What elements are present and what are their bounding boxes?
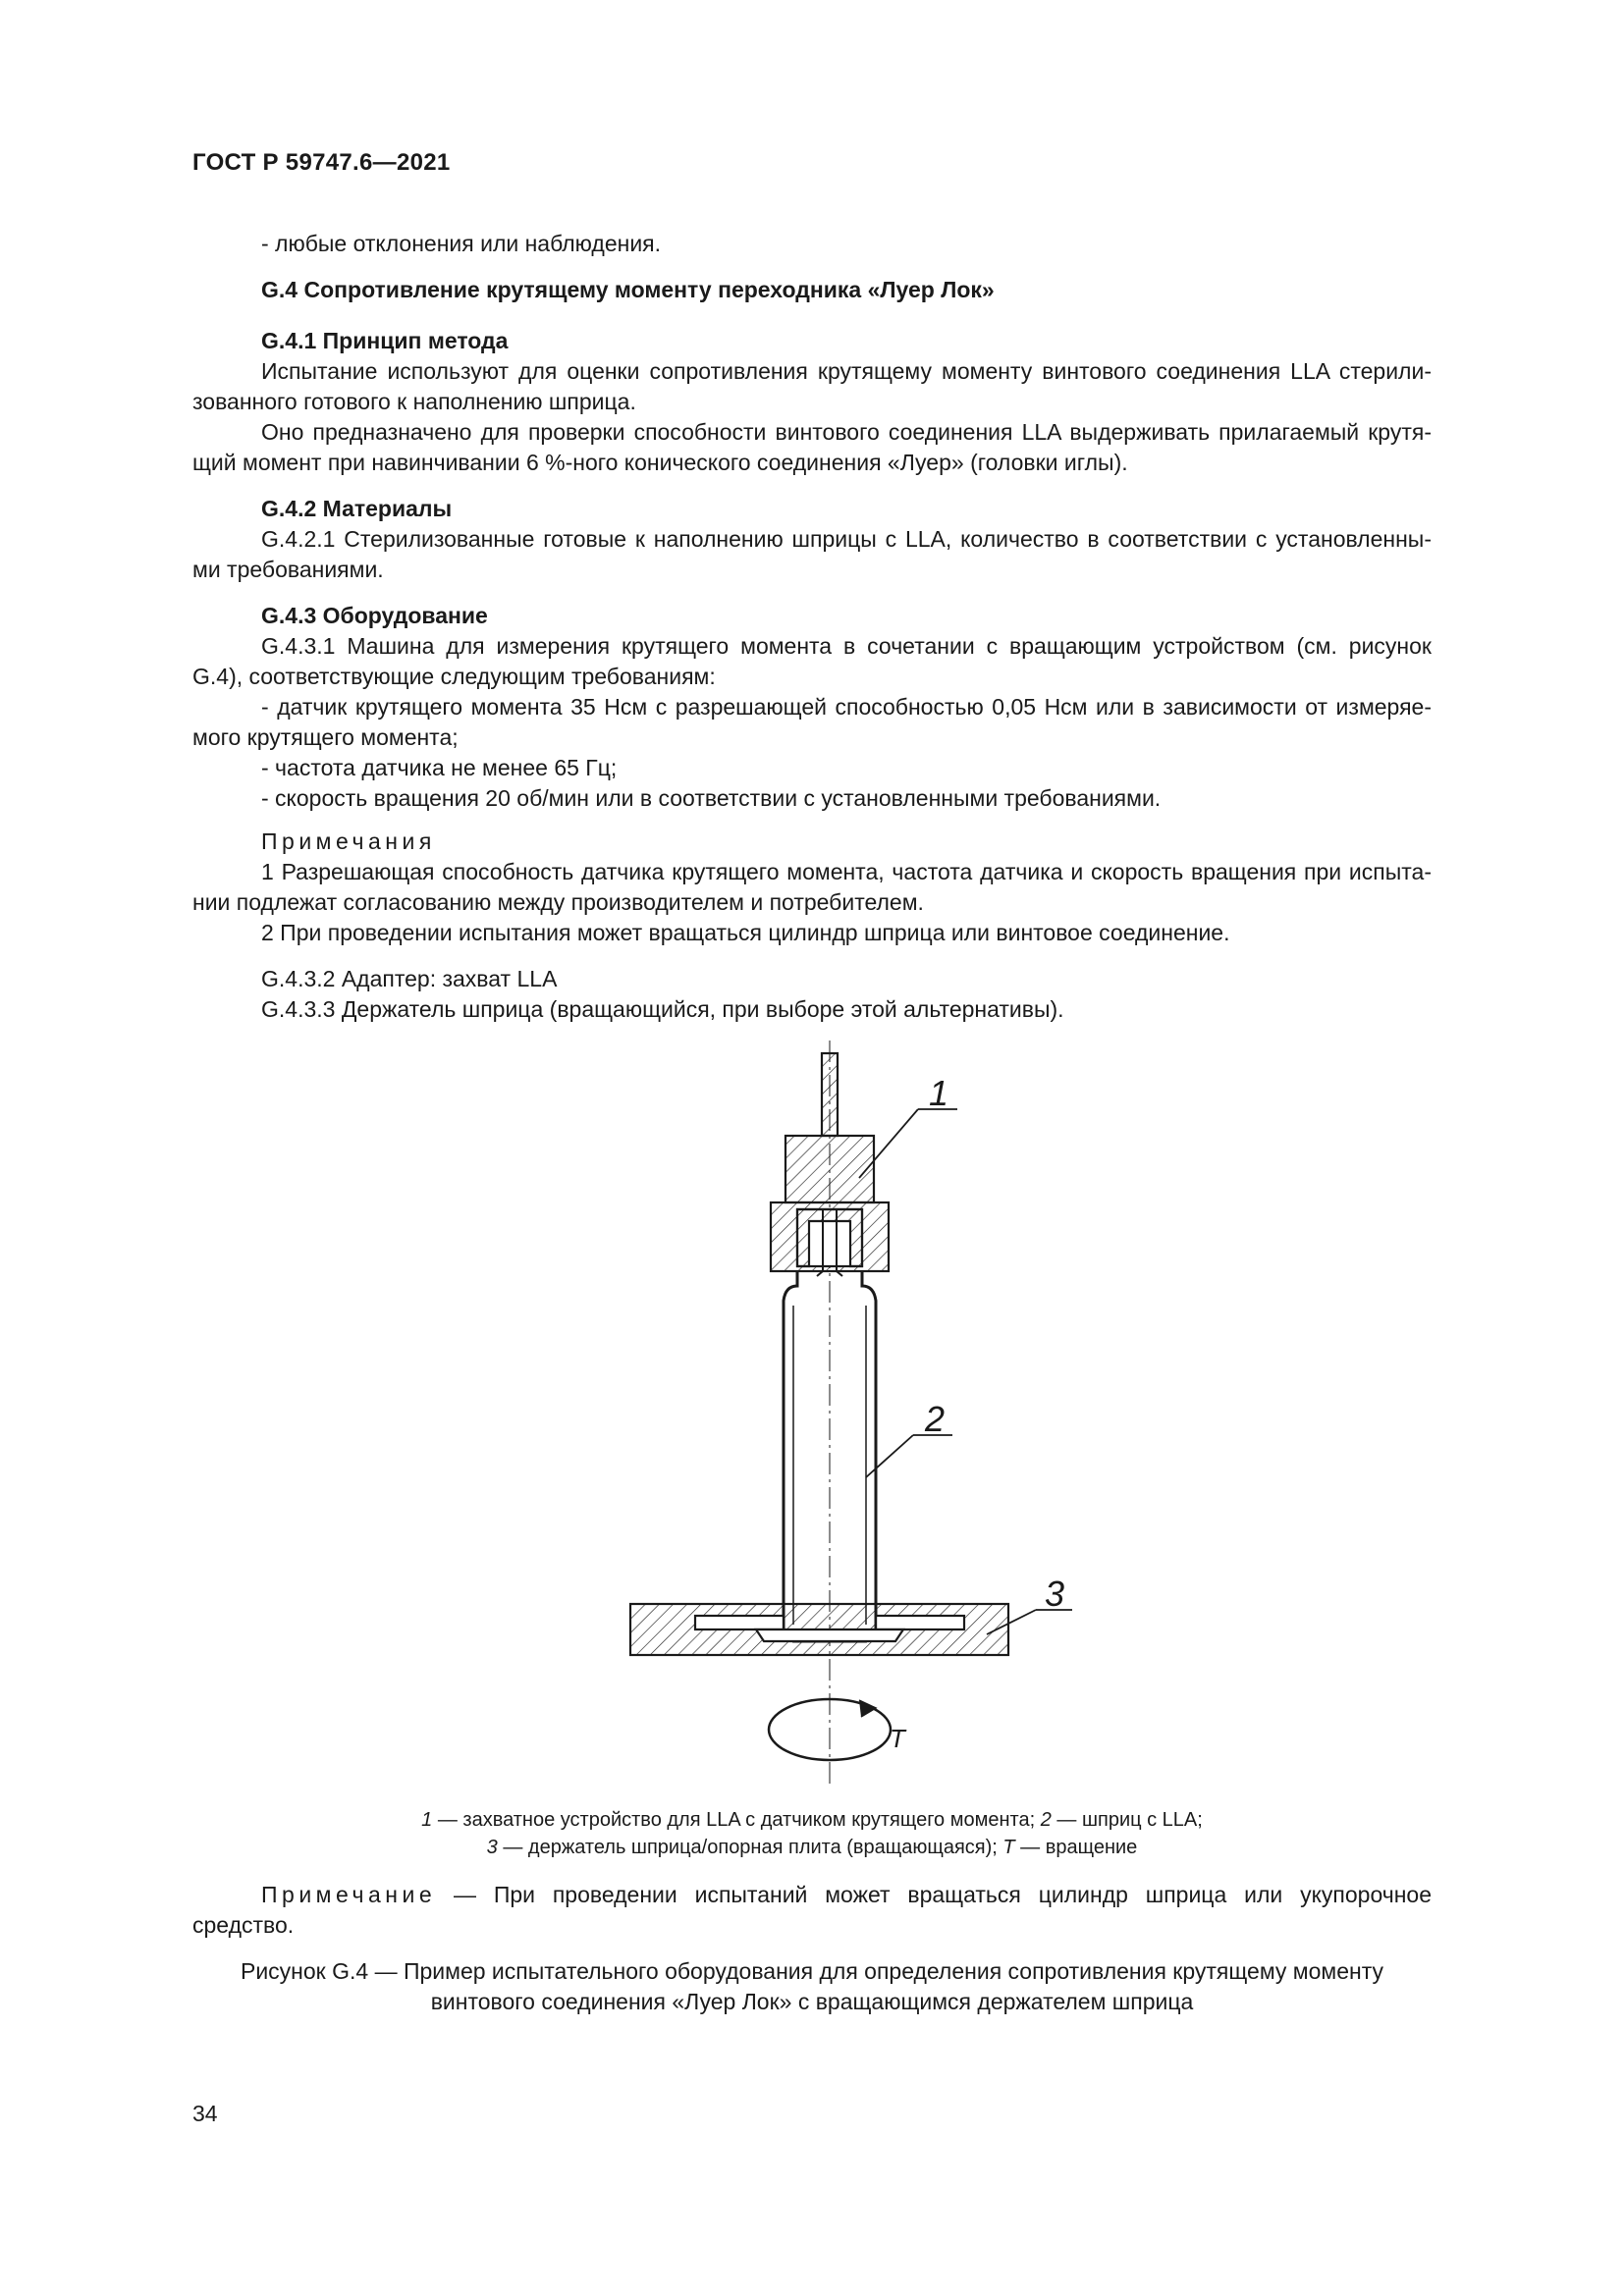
paragraph-line: G.4), соответствующие следующим требованиям: — [192, 664, 716, 689]
figure-note-label: Примечание — [261, 1882, 437, 1907]
list-item: - датчик крутящего момента 35 Нсм с разрешающей способностью 0,05 Нсм или в зависимости от измеряе- — [261, 694, 1432, 720]
list-item: мого крутящего момента; — [192, 724, 459, 750]
figure-note-line: средство. — [192, 1912, 295, 1938]
legend-key: T — [1002, 1837, 1015, 1858]
figure-caption: Рисунок G.4 — Пример испытательного оборудования для определения сопротивления крутящему моменту — [240, 1958, 1383, 1984]
figure-note-text: — При проведении испытаний может вращаться цилиндр шприца или укупорочное — [436, 1882, 1432, 1907]
section-heading-g43: G.4.3 Оборудование — [261, 603, 488, 628]
figure-legend-line-1 — [0, 1806, 1624, 1834]
paragraph-line: G.4.3.2 Адаптер: захват LLA — [261, 966, 558, 991]
legend-text: — вращение — [1014, 1837, 1138, 1858]
section-heading-g42: G.4.2 Материалы — [261, 496, 453, 521]
paragraph-line: Оно предназначено для проверки способности винтового соединения LLA выдерживать прилагаемый крутя- — [261, 419, 1432, 445]
list-item: - частота датчика не менее 65 Гц; — [261, 755, 618, 780]
paragraph-line: G.4.3.3 Держатель шприца (вращающийся, при выборе этой альтернативы). — [261, 996, 1064, 1022]
paragraph-line: ми требованиями. — [192, 557, 384, 582]
legend-key: 3 — [486, 1837, 498, 1858]
note-line: нии подлежат согласованию между производителем и потребителем. — [192, 889, 924, 915]
legend-text: — захватное устройство для LLA с датчиком крутящего момента; — [432, 1809, 1041, 1831]
note-line: 1 Разрешающая способность датчика крутящего момента, частота датчика и скорость вращения при испыта- — [261, 859, 1432, 884]
figure-note-line — [261, 1880, 1432, 1910]
section-heading-g4: G.4 Сопротивление крутящему моменту переходника «Луер Лок» — [261, 277, 995, 302]
callout-label-3: 3 — [1045, 1574, 1065, 1614]
paragraph-line: зованного готового к наполнению шприца. — [192, 389, 636, 414]
lla-gripper — [785, 1136, 874, 1202]
page-number: 34 — [192, 2101, 218, 2126]
legend-key: 1 — [421, 1809, 433, 1831]
document-header: ГОСТ Р 59747.6—2021 — [192, 149, 451, 176]
notes-title: Примечания — [261, 828, 436, 854]
figure-caption: винтового соединения «Луер Лок» с вращающимся держателем шприца — [430, 1989, 1194, 2014]
paragraph-line: Испытание используют для оценки сопротивления крутящему моменту винтового соединения LLA стерили- — [261, 358, 1432, 384]
figure-legend-line-2 — [0, 1834, 1624, 1861]
note-line: 2 При проведении испытания может вращаться цилиндр шприца или винтовое соединение. — [261, 920, 1230, 945]
paragraph-line: G.4.2.1 Стерилизованные готовые к наполнению шприцы с LLA, количество в соответствии с установленны- — [261, 526, 1432, 552]
callout-leader-2 — [866, 1435, 913, 1477]
legend-text: — держатель шприца/опорная плита (вращающаяся); — [497, 1837, 1003, 1858]
callout-label-1: 1 — [929, 1073, 949, 1113]
rotation-label: T — [890, 1724, 905, 1753]
callout-label-2: 2 — [925, 1399, 946, 1439]
list-item: - скорость вращения 20 об/мин или в соответствии с установленными требованиями. — [261, 785, 1162, 811]
section-heading-g41: G.4.1 Принцип метода — [261, 328, 509, 353]
legend-text: — шприц с LLA; — [1051, 1809, 1203, 1831]
paragraph-line: G.4.3.1 Машина для измерения крутящего момента в сочетании с вращающим устройством (см. рисунок — [261, 633, 1432, 659]
paragraph-line: щий момент при навинчивании 6 %-ного конического соединения «Луер» (головки иглы). — [192, 450, 1128, 475]
test-apparatus — [630, 1041, 1072, 1787]
list-item: - любые отклонения или наблюдения. — [261, 231, 662, 256]
legend-key: 2 — [1040, 1809, 1052, 1831]
